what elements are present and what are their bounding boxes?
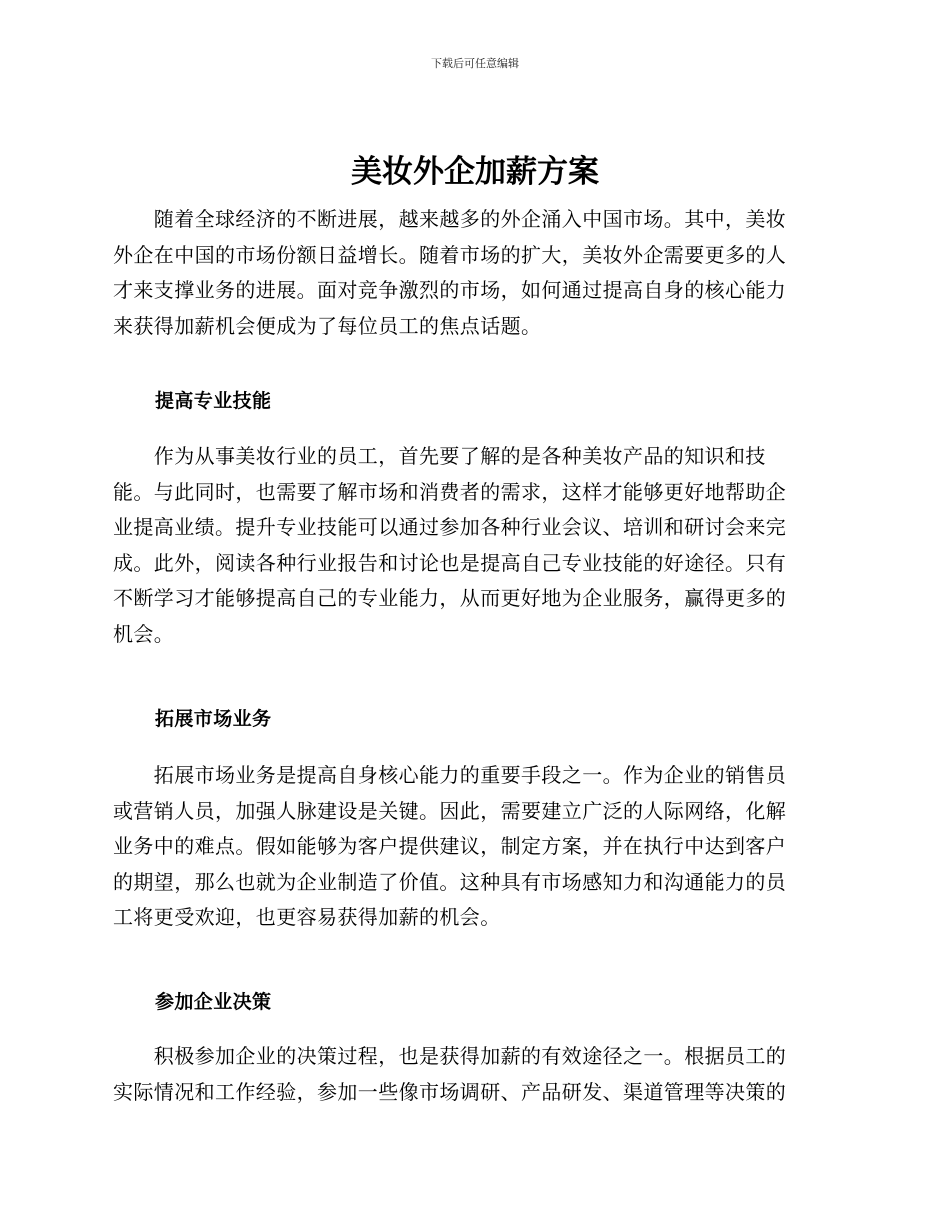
section-heading: 拓展市场业务 [155, 708, 272, 730]
paragraph-line: 成。此外，阅读各种行业报告和讨论也是提高自己专业技能的好途径。只有 [113, 550, 787, 575]
header-note: 下载后可任意编辑 [431, 57, 519, 70]
paragraph-line: 业提高业绩。提升专业技能可以通过参加各种行业会议、培训和研讨会来完 [113, 515, 787, 539]
paragraph-line: 业务中的难点。假如能够为客户提供建议，制定方案，并在执行中达到客户 [113, 834, 787, 858]
document-title: 美妆外企加薪方案 [351, 154, 599, 190]
section-paragraph [113, 1039, 830, 1110]
paragraph-line: 能。与此同时，也需要了解市场和消费者的需求，这样才能够更好地帮助企 [113, 479, 787, 504]
paragraph-line: 的期望，那么也就为企业制造了价值。这种具有市场感知力和沟通能力的员 [113, 869, 787, 894]
paragraph-line: 或营销人员，加强人脉建设是关键。因此，需要建立广泛的人际网络，化解 [113, 798, 787, 823]
paragraph-line: 作为从事美妆行业的员工，首先要了解的是各种美妆产品的知识和技 [113, 444, 766, 468]
paragraph-line: 实际情况和工作经验，参加一些像市场调研、产品研发、渠道管理等决策的 [113, 1079, 787, 1104]
paragraph-line: 来获得加薪机会便成为了每位员工的焦点话题。 [113, 313, 542, 338]
section-heading: 提高专业技能 [155, 390, 272, 412]
section-heading: 参加企业决策 [155, 991, 272, 1013]
paragraph-line: 机会。 [113, 621, 175, 646]
paragraph-line: 拓展市场业务是提高自身核心能力的重要手段之一。作为企业的销售员 [113, 763, 787, 787]
paragraph-line: 积极参加企业的决策过程，也是获得加薪的有效途径之一。根据员工的 [113, 1044, 787, 1068]
paragraph-line: 外企在中国的市场份额日益增长。随着市场的扩大，美妆外企需要更多的人 [113, 242, 787, 267]
section-paragraph [113, 758, 830, 936]
section-paragraph [113, 439, 830, 652]
intro-paragraph [113, 202, 830, 344]
paragraph-line: 不断学习才能够提高自己的专业能力，从而更好地为企业服务，赢得更多的 [113, 586, 787, 610]
paragraph-line: 工将更受欢迎，也更容易获得加薪的机会。 [113, 905, 501, 929]
paragraph-line: 才来支撑业务的进展。面对竞争激烈的市场，如何通过提高自身的核心能力 [113, 278, 787, 302]
paragraph-line: 随着全球经济的不断进展，越来越多的外企涌入中国市场。其中，美妆 [113, 207, 787, 231]
